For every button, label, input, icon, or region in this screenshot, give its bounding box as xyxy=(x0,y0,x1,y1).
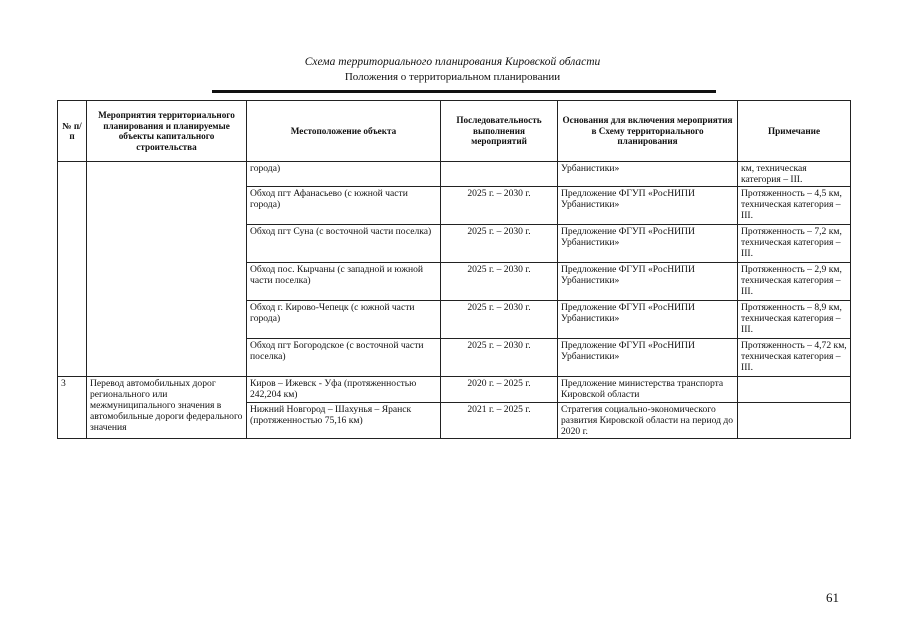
table-row xyxy=(58,377,851,403)
table-row xyxy=(58,162,851,187)
cell-number: 3 xyxy=(58,377,87,439)
cell-sequence: 2025 г. – 2030 г. xyxy=(441,339,558,377)
cell-basis: Предложение министерства транспорта Кировской области xyxy=(558,377,738,403)
col-header-number: № п/п xyxy=(58,101,87,162)
cell-location: Обход пгт Афанасьево (с южной части города) xyxy=(247,187,441,225)
document-header xyxy=(0,55,905,84)
cell-number-empty xyxy=(58,162,87,377)
cell-note: Протяженность – 4,72 км, техническая категория – III. xyxy=(738,339,851,377)
cell-sequence: 2025 г. – 2030 г. xyxy=(441,263,558,301)
cell-sequence: 2025 г. – 2030 г. xyxy=(441,187,558,225)
cell-location: Киров – Ижевск - Уфа (протяженностью 242,204 км) xyxy=(247,377,441,403)
cell-measure: Перевод автомобильных дорог регионального или межмуниципального значения в автомобильные дороги федерального значения xyxy=(87,377,247,439)
cell-measure-empty xyxy=(87,162,247,377)
document-title: Схема территориального планирования Кировской области xyxy=(304,56,601,68)
cell-basis: Предложение ФГУП «РосНИПИ Урбанистики» xyxy=(558,301,738,339)
cell-location: города) xyxy=(247,162,441,187)
cell-sequence: 2025 г. – 2030 г. xyxy=(441,225,558,263)
cell-sequence: 2025 г. – 2030 г. xyxy=(441,301,558,339)
cell-location: Обход пгт Суна (с восточной части поселка) xyxy=(247,225,441,263)
cell-location: Обход пгт Богородское (с восточной части поселка) xyxy=(247,339,441,377)
cell-basis: Предложение ФГУП «РосНИПИ Урбанистики» xyxy=(558,187,738,225)
cell-note: Протяженность – 2,9 км, техническая категория – III. xyxy=(738,263,851,301)
cell-sequence xyxy=(441,162,558,187)
cell-sequence: 2021 г. – 2025 г. xyxy=(441,403,558,439)
col-header-note: Примечание xyxy=(738,101,851,162)
header-rule xyxy=(212,90,716,93)
page-number: 61 xyxy=(826,590,839,605)
planning-table xyxy=(57,100,851,439)
cell-note: Протяженность – 4,5 км, техническая категория – III. xyxy=(738,187,851,225)
cell-note: Протяженность – 8,9 км, техническая категория – III. xyxy=(738,301,851,339)
cell-basis: Предложение ФГУП «РосНИПИ Урбанистики» xyxy=(558,225,738,263)
cell-note: Протяженность – 7,2 км, техническая категория – III. xyxy=(738,225,851,263)
cell-basis: Предложение ФГУП «РосНИПИ Урбанистики» xyxy=(558,263,738,301)
cell-basis: Предложение ФГУП «РосНИПИ Урбанистики» xyxy=(558,339,738,377)
cell-basis: Стратегия социально-экономического развития Кировской области на период до 2020 г. xyxy=(558,403,738,439)
cell-note xyxy=(738,377,851,403)
cell-basis: Урбанистики» xyxy=(558,162,738,187)
cell-note: км, техническая категория – III. xyxy=(738,162,851,187)
cell-note xyxy=(738,403,851,439)
col-header-sequence: Последовательность выполнения мероприятий xyxy=(441,101,558,162)
table-header-row xyxy=(58,101,851,162)
cell-sequence: 2020 г. – 2025 г. xyxy=(441,377,558,403)
cell-location: Обход пос. Кырчаны (с западной и южной части поселка) xyxy=(247,263,441,301)
cell-location: Нижний Новгород – Шахунья – Яранск (протяженностью 75,16 км) xyxy=(247,403,441,439)
col-header-basis: Основания для включения мероприятия в Схему территориального планирования xyxy=(558,101,738,162)
col-header-location: Местоположение объекта xyxy=(247,101,441,162)
document-subtitle: Положения о территориальном планировании xyxy=(344,71,561,83)
col-header-measure: Мероприятия территориального планирования и планируемые объекты капитального строительства xyxy=(87,101,247,162)
cell-location: Обход г. Кирово-Чепецк (с южной части города) xyxy=(247,301,441,339)
